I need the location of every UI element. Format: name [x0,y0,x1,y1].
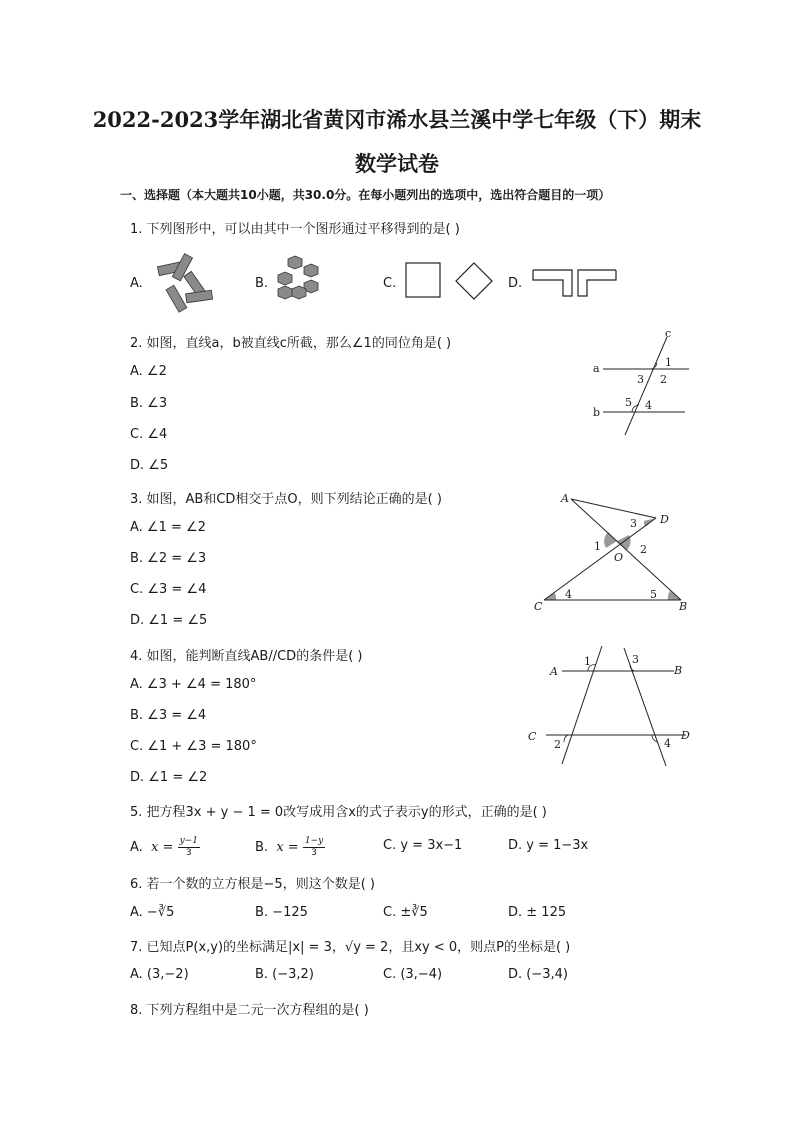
question-4-stem: 4. 如图，能判断直线AB//CD的条件是( ) [130,649,363,664]
q4-label-c: C [528,730,537,743]
q5-option-a-fraction [178,836,200,859]
q6-option-b: B. −125 [255,905,308,920]
question-3-stem: 3. 如图，AB和CD相交于点O，则下列结论正确的是( ) [130,492,442,507]
q2-label-b: b [593,406,601,419]
q3-angle-5: 5 [650,588,657,601]
q1-figure-d [530,266,622,298]
question-6-stem: 6. 若一个数的立方根是−5，则这个数是( ) [130,877,375,892]
q2-label-a: a [593,362,600,375]
q1-b-hex-6 [292,286,306,299]
q2-angle-arc-upper [651,363,657,369]
q4-option-c: C. ∠1 + ∠3 = 180° [130,739,257,754]
q1-option-b-label: B. [255,276,269,291]
q5-option-a-lhs: x = [151,840,174,855]
q2-option-b: B. ∠3 [130,396,168,411]
q3-angle-2: 2 [640,543,647,556]
q6-option-d: D. ± 125 [508,905,567,920]
q3-option-a: A. ∠1 = ∠2 [130,520,206,535]
exam-title-line1: 2022-2023学年湖北省黄冈市浠水县兰溪中学七年级（下）期末 [92,107,702,132]
question-7-stem: 7. 已知点P(x,y)的坐标满足|x| = 3，√y = 2，且xy < 0，则点P的坐标是( ) [130,940,571,955]
q7-option-c: C. (3,−4) [383,967,443,982]
q3-label-c: C [534,600,543,613]
q3-figure [528,488,698,616]
q3-option-c: C. ∠3 = ∠4 [130,582,207,597]
q1-b-hex-3 [278,272,292,285]
q2-angle-3: 3 [637,373,644,386]
q3-segment-dc [544,518,656,600]
q3-segment-ad [571,499,656,518]
q1-option-a-label: A. [130,276,143,291]
q5-option-a [130,836,200,859]
q2-angle-4: 4 [645,399,652,412]
q1-b-hex-5 [278,286,292,299]
q5-option-a-label: A. [130,840,143,855]
q2-figure [585,325,695,440]
q1-option-d-label: D. [508,276,523,291]
q1-figure-c [404,260,496,304]
q3-option-d: D. ∠1 = ∠5 [130,613,208,628]
q4-angle-3: 3 [632,653,639,666]
q4-figure [524,640,700,774]
q2-angle-2: 2 [660,373,667,386]
q1-d-shape-right [578,270,616,296]
q5-option-b [255,836,325,859]
q1-d-shape-left [533,270,572,296]
question-8-stem: 8. 下列方程组中是二元一次方程组的是( ) [130,1003,369,1018]
q2-line-c [625,337,667,435]
q2-label-c: c [665,327,672,340]
section-heading: 一、选择题（本大题共10小题，共30.0分。在每小题列出的选项中，选出符合题目的一项） [120,188,611,202]
q3-label-a: A [561,492,569,505]
q3-option-b: B. ∠2 = ∠3 [130,551,207,566]
q4-label-d: D [681,729,690,742]
q4-label-a: A [550,665,558,678]
q4-angle-2: 2 [554,738,561,751]
q3-angle-3: 3 [630,517,637,530]
q2-angle-5: 5 [625,396,632,409]
q1-b-hex-1 [288,256,302,269]
question-1-stem: 1. 下列图形中，可以由其中一个图形通过平移得到的是( ) [130,222,460,237]
q1-figure-a [150,250,220,320]
q4-option-a: A. ∠3 + ∠4 = 180° [130,677,257,692]
q1-option-c-label: C. [383,276,397,291]
q6-option-a: A. −∛5 [130,905,175,920]
q5-option-b-numerator: 1−y [304,836,324,846]
q2-option-d: D. ∠5 [130,458,169,473]
q1-figure-b [275,254,327,302]
exam-title-line2: 数学试卷 [355,151,439,176]
q5-option-c: C. y = 3x−1 [383,838,463,853]
q2-option-c: C. ∠4 [130,427,168,442]
q7-option-b: B. (−3,2) [255,967,314,982]
q4-option-d: D. ∠1 = ∠2 [130,770,208,785]
q5-option-b-denominator: 3 [311,848,317,858]
q7-option-d: D. (−3,4) [508,967,568,982]
q5-option-b-lhs: x = [276,840,299,855]
q1-b-hex-2 [304,264,318,277]
q2-angle-1: 1 [665,356,672,369]
q4-label-b: B [674,664,683,677]
q4-arc-2 [564,735,568,742]
q3-label-b: B [679,600,688,613]
q5-option-a-numerator: y−1 [179,836,198,846]
q3-angle-1: 1 [594,540,601,553]
q3-label-d: D [660,513,669,526]
q5-option-a-denominator: 3 [185,848,192,858]
q7-option-a: A. (3,−2) [130,967,189,982]
question-2-stem: 2. 如图，直线a，b被直线c所截，那么∠1的同位角是( ) [130,336,452,351]
q3-angle-4: 4 [565,588,572,601]
q4-option-b: B. ∠3 = ∠4 [130,708,207,723]
q4-angle-4: 4 [664,737,671,750]
q1-a-bar-4 [186,290,213,303]
q6-option-c: C. ±∛5 [383,905,428,920]
q5-option-b-fraction [303,836,325,859]
q1-c-diamond [456,263,492,299]
question-5-stem: 5. 把方程3x + y − 1 = 0改写成用含x的式子表示y的形式，正确的是( ) [130,805,547,820]
q4-angle-1: 1 [584,655,591,668]
q5-option-d: D. y = 1−3x [508,838,589,853]
q4-transversal-left [562,646,602,764]
q1-c-square [406,263,440,297]
q2-option-a: A. ∠2 [130,364,167,379]
q1-a-bar-5 [166,285,187,312]
q3-label-o: O [614,551,624,564]
q5-option-b-label: B. [255,840,269,855]
